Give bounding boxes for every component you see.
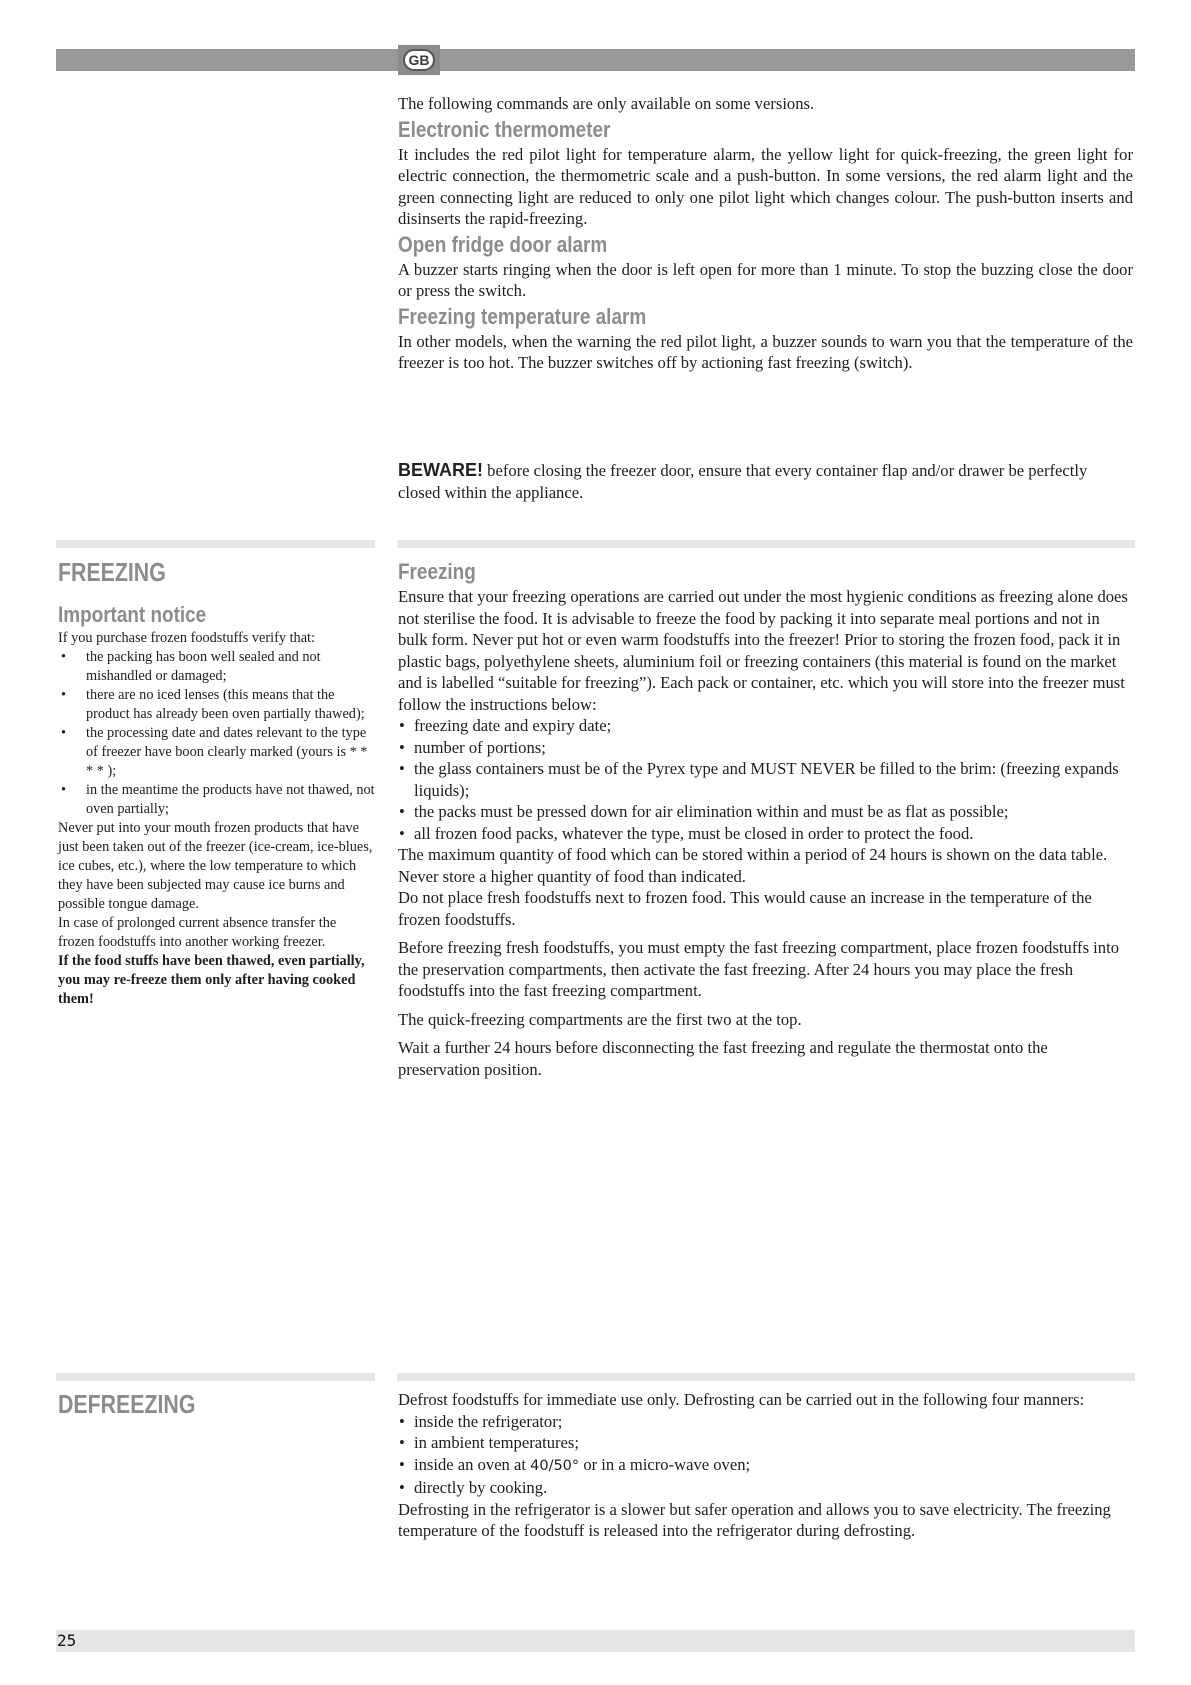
freezing-sidebar [58, 556, 376, 1009]
notice-para-mouth: Never put into your mouth frozen products that have just been taken out of the freezer (ice-cream, ice-blues, ice cubes, etc.), where the low temperature to which they have been subjected may cause ice burns and possible tongue damage. [58, 820, 373, 912]
list-item: • number of portions; [398, 737, 1133, 759]
freezing-intro: Ensure that your freezing operations are carried out under the most hygienic conditions as freezing alone does not sterilise the food. It is advisable to freeze the food by packing it into separate meal portions and not in bulk form. Never put hot or even warm foodstuffs into the freezer! Prior to storing the frozen food, pack it in plastic bags, polyethylene sheets, aluminium foil or freezing containers (this material is found on the market and is labelled “suitable for freezing”). Each pack or container, etc. which you will store into the freezer must follow the instructions below: [398, 587, 1128, 714]
defreezing-sidebar [58, 1388, 376, 1420]
list-item: • the packs must be pressed down for air elimination within and must be as flat as possible; [398, 801, 1133, 823]
defreezing-section-title: DEFREEZING [58, 1389, 196, 1419]
list-item: • all frozen food packs, whatever the type, must be closed in order to protect the food. [398, 823, 1133, 845]
notice-intro: If you purchase frozen foodstuffs verify that: [58, 630, 315, 646]
header-bar-right [440, 49, 1135, 71]
list-item: • the packing has boon well sealed and not mishandled or damaged; [58, 648, 376, 686]
list-item: • freezing date and expiry date; [398, 715, 1133, 737]
electronic-thermometer-text: It includes the red pilot light for temperature alarm, the yellow light for quick-freezing, the green light for electric connection, the thermometric scale and a push-button. In some versions, the red alarm light and the green connecting light are reduced to only one pilot light which changes colour. The push-button inserts and disinserts the rapid-freezing. [398, 144, 1133, 228]
freezing-para-compartments: The quick-freezing compartments are the first two at the top. [398, 1009, 802, 1029]
list-item: • the processing date and dates relevant to the type of freezer have boon clearly marked (yours is * * * * ); [58, 724, 376, 781]
defreezing-intro: Defrost foodstuffs for immediate use only. Defrosting can be carried out in the following four manners: [398, 1390, 1085, 1409]
defreezing-list [398, 1411, 1133, 1499]
freezing-para-fresh: Do not place fresh foodstuffs next to frozen food. This would cause an increase in the temperature of the frozen foodstuffs. [398, 888, 1092, 929]
list-item: • there are no iced lenses (this means that the product has already been oven partially thawed); [58, 686, 376, 724]
freezing-main [398, 557, 1133, 1080]
notice-para-absence: In case of prolonged current absence transfer the frozen foodstuffs into another working freezer. [58, 915, 337, 950]
notice-bold-warning: If the food stuffs have been thawed, even partially, you may re-freeze them only after having cooked them! [58, 953, 365, 1007]
top-section [398, 93, 1133, 374]
beware-notice [398, 460, 1098, 503]
door-alarm-text: A buzzer starts ringing when the door is left open for more than 1 minute. To stop the buzzing close the door or press the switch. [398, 259, 1133, 300]
language-badge-label: GB [403, 49, 435, 71]
defreezing-rule-right [397, 1373, 1135, 1381]
freezing-heading: Freezing [398, 559, 476, 584]
page-number: 25 [57, 1631, 77, 1650]
temperature-alarm-text: In other models, when the warning the red pilot light, a buzzer sounds to warn you that the temperature of the freezer is too hot. The buzzer switches off by actioning fast freezing (switch). [398, 331, 1133, 372]
list-item: • the glass containers must be of the Pyrex type and MUST NEVER be filled to the brim: (freezing expands liquids); [398, 758, 1133, 801]
list-item: • directly by cooking. [398, 1477, 1133, 1499]
defreezing-closing: Defrosting in the refrigerator is a slower but safer operation and allows you to save electricity. The freezing temperature of the foodstuff is released into the refrigerator during defrosting. [398, 1499, 1111, 1540]
defreezing-main [398, 1389, 1133, 1542]
important-notice-heading: Important notice [58, 602, 207, 627]
freezing-para-before: Before freezing fresh foodstuffs, you must empty the fast freezing compartment, place frozen foodstuffs into the preservation compartments, then activate the fast freezing. After 24 hours you may place the fresh foodstuffs into the fast freezing compartment. [398, 938, 1119, 1000]
temperature-alarm-heading: Freezing temperature alarm [398, 303, 647, 329]
freezing-section-title: FREEZING [58, 557, 166, 587]
freezing-para-wait: Wait a further 24 hours before disconnecting the fast freezing and regulate the thermostat onto the preservation position. [398, 1038, 1048, 1079]
beware-text: before closing the freezer door, ensure that every container flap and/or drawer be perfectly closed within the appliance. [398, 461, 1088, 502]
notice-list [58, 648, 376, 819]
list-item: • in the meantime the products have not thawed, not oven partially; [58, 781, 376, 819]
list-item: • in ambient temperatures; [398, 1432, 1133, 1454]
freezing-rule-right [397, 540, 1135, 548]
electronic-thermometer-heading: Electronic thermometer [398, 116, 611, 142]
freezing-list [398, 715, 1133, 844]
defreezing-rule-left [56, 1373, 375, 1381]
commands-intro: The following commands are only available on some versions. [398, 94, 815, 113]
door-alarm-heading: Open fridge door alarm [398, 231, 608, 257]
header-bar-left [56, 49, 398, 71]
beware-label: BEWARE! [398, 460, 483, 480]
footer-bar [56, 1630, 1135, 1652]
oven-text-pre: inside an oven at [414, 1454, 531, 1474]
freezing-rule-left [56, 540, 375, 548]
oven-text-post: or in a micro-wave oven; [579, 1454, 751, 1474]
list-item-oven [398, 1454, 1133, 1478]
oven-temperature: 40/50° [530, 1457, 580, 1474]
language-badge [398, 45, 440, 75]
freezing-para-quantity: The maximum quantity of food which can be stored within a period of 24 hours is shown on the data table. Never store a higher quantity of food than indicated. [398, 845, 1108, 886]
list-item: • inside the refrigerator; [398, 1411, 1133, 1433]
